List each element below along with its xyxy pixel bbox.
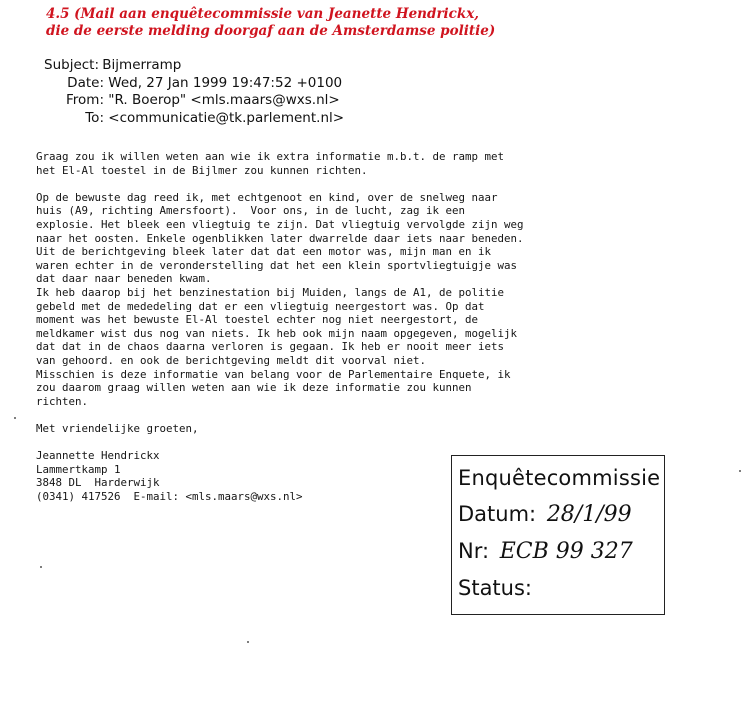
date-label: Date: (67, 74, 104, 91)
closing-greeting: Met vriendelijke groeten, (36, 421, 199, 435)
body-line: Op de bewuste dag reed ik, met echtgenoot en kind, over de snelweg naar (36, 190, 498, 204)
heading-line-1: 4.5 (Mail aan enquêtecommissie van Jeanette Hendrickx, (46, 6, 480, 22)
stamp-datum-value: 28/1/99 (546, 502, 632, 527)
body-line: huis (A9, richting Amersfoort). Voor ons, in de lucht, zag ik een (36, 204, 466, 218)
subject-row (44, 57, 344, 75)
body-line: Uit de berichtgeving bleek later dat dat een motor was, mijn man en ik (36, 245, 492, 259)
to-value: <communicatie@tk.parlement.nl> (108, 109, 345, 126)
stamp-datum-label: Datum: (458, 502, 537, 526)
stamp-status-label: Status: (458, 576, 532, 600)
scan-speck (739, 470, 741, 472)
body-line: moment was het bewuste El-Al toestel echter nog niet neergestort, de (36, 313, 479, 327)
paragraph-2 (36, 191, 676, 409)
email-header (44, 57, 344, 127)
paragraph-1 (36, 150, 676, 177)
from-value: "R. Boerop" <mls.maars@wxs.nl> (108, 92, 340, 108)
body-line: richten. (36, 394, 89, 408)
signature-street: Lammertkamp 1 (36, 462, 121, 476)
body-line: waren echter in de veronderstelling dat het een klein sportvliegtuigje was (36, 258, 518, 272)
from-label: From: (66, 92, 104, 108)
body-line: Ik heb daarop bij het benzinestation bij Muiden, langs de A1, de politie (36, 285, 505, 299)
stamp-nr-value: ECB 99 327 (499, 539, 633, 564)
scan-speck (40, 566, 42, 568)
date-value: Wed, 27 Jan 1999 19:47:52 +0100 (108, 74, 343, 91)
to-row (44, 110, 344, 128)
from-row (44, 92, 344, 110)
body-line: Misschien is deze informatie van belang voor de Parlementaire Enquete, ik (36, 367, 511, 381)
subject-value: Bijmerramp (102, 57, 182, 73)
email-body (36, 150, 676, 503)
body-line: het El-Al toestel in de Bijlmer zou kunnen richten. (36, 163, 368, 177)
body-line: naar het oosten. Enkele ogenblikken later dwarrelde daar iets naar beneden. (36, 231, 524, 245)
stamp-nr-row (458, 533, 664, 570)
subject-label: Subject: (44, 57, 100, 73)
stamp-status-row (458, 570, 664, 606)
document-heading (46, 6, 495, 40)
heading-line-2: die de eerste melding doorgaf aan de Amsterdamse politie) (46, 23, 496, 39)
body-line: gebeld met de mededeling dat er een vliegtuig neergestort was. Op dat (36, 299, 485, 313)
to-label: To: (85, 109, 104, 126)
stamp-nr-label: Nr: (458, 539, 490, 563)
signature-contact: (0341) 417526 E-mail: <mls.maars@wxs.nl> (36, 489, 303, 503)
stamp-datum-row (458, 496, 664, 533)
body-line: meldkamer wist dus nog van niets. Ik heb ook mijn naam opgegeven, mogelijk (36, 326, 518, 340)
body-line: dat daar naar beneden kwam. (36, 272, 212, 286)
signature-city: 3848 DL Harderwijk (36, 476, 160, 490)
body-line: Graag zou ik willen weten aan wie ik extra informatie m.b.t. de ramp met (36, 150, 505, 163)
enquete-stamp (451, 455, 665, 615)
signature-name: Jeannette Hendrickx (36, 449, 160, 463)
scan-speck (14, 417, 16, 419)
body-line: dat dat in de chaos daarna verloren is gegaan. Ik heb er nooit meer iets (36, 340, 505, 354)
body-line: van gehoord. en ook de berichtgeving meldt dit voorval niet. (36, 353, 427, 367)
date-row (44, 75, 344, 93)
scan-speck (247, 641, 249, 643)
body-line: explosie. Het bleek een vliegtuig te zijn. Dat vliegtuig vervolgde zijn weg (36, 217, 524, 231)
body-line: zou daarom graag willen weten aan wie ik deze informatie zou kunnen (36, 381, 472, 395)
stamp-title: Enquêtecommissie (458, 466, 661, 490)
